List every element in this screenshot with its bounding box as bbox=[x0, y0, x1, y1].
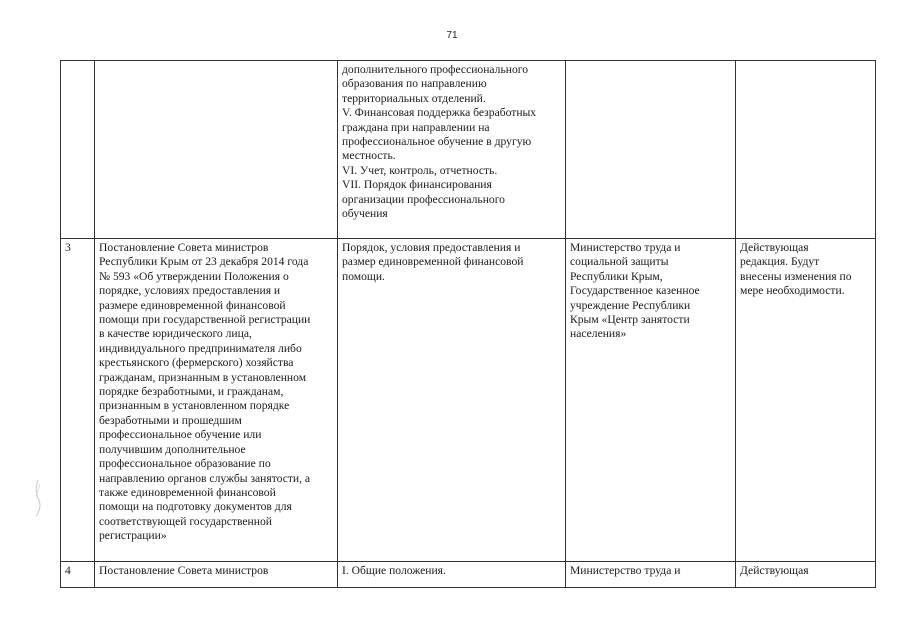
text-line: учреждение Республики bbox=[570, 298, 691, 312]
text-line: Постановление Совета министров bbox=[99, 564, 269, 577]
text-line: дополнительного профессионального bbox=[342, 63, 529, 76]
text-line: VII. Порядок финансирования bbox=[342, 178, 492, 192]
cell-document bbox=[95, 61, 338, 239]
cell-executor bbox=[566, 562, 736, 588]
text-line: Министерство труда и bbox=[570, 564, 681, 577]
text-line: Государственное казенное bbox=[570, 284, 700, 298]
text-line: Крым «Центр занятости bbox=[570, 313, 690, 327]
text-line: № 593 «Об утверждении Положения о bbox=[99, 269, 289, 283]
text-line: регистрации» bbox=[99, 529, 167, 543]
cell-content bbox=[338, 239, 566, 562]
cell-document bbox=[95, 562, 338, 588]
text-line: профессиональное обучение или bbox=[99, 428, 262, 442]
text-line: редакция. Будут bbox=[740, 255, 820, 269]
table-row bbox=[61, 562, 876, 588]
text-line: V. Финансовая поддержка безработных bbox=[342, 106, 537, 120]
text-line: VI. Учет, контроль, отчетность. bbox=[342, 163, 498, 177]
cell-status bbox=[736, 562, 876, 588]
table-row bbox=[61, 239, 876, 562]
row-number: 3 bbox=[61, 239, 95, 562]
cell-content bbox=[338, 562, 566, 588]
text-line: Министерство труда и bbox=[570, 241, 681, 254]
text-line: Постановление Совета министров bbox=[99, 241, 269, 254]
text-line: Республики Крым от 23 декабря 2014 года bbox=[99, 255, 309, 269]
text-line: соответствующей государственной bbox=[99, 514, 272, 528]
page-number: 71 bbox=[446, 30, 458, 41]
text-line: профессиональное образование по bbox=[99, 457, 271, 471]
pen-mark bbox=[30, 478, 46, 518]
text-line: помощи. bbox=[342, 269, 385, 283]
text-line: также единовременной финансовой bbox=[99, 485, 276, 499]
text-line: порядке безработными, и гражданам, bbox=[99, 385, 284, 399]
text-line: Действующая bbox=[740, 241, 809, 254]
cell-status bbox=[736, 61, 876, 239]
text-line: направлению органов службы занятости, а bbox=[99, 471, 311, 485]
text-line: местность. bbox=[342, 149, 396, 163]
text-line: размере единовременной финансовой bbox=[99, 298, 286, 312]
text-line: граждана при направлении на bbox=[342, 120, 490, 134]
text-line: безработными и прошедшим bbox=[99, 413, 242, 427]
text-line: Порядок, условия предоставления и bbox=[342, 241, 521, 254]
table-row bbox=[61, 61, 876, 239]
cell-executor bbox=[566, 239, 736, 562]
cell-executor bbox=[566, 61, 736, 239]
text-line: внесены изменения по bbox=[740, 269, 852, 283]
text-line: территориальных отделений. bbox=[342, 91, 486, 105]
text-line: профессиональное обучение в другую bbox=[342, 135, 532, 149]
text-line: крестьянского (фермерского) хозяйства bbox=[99, 356, 294, 370]
text-line: Республики Крым, bbox=[570, 269, 663, 283]
text-line: индивидуального предпринимателя либо bbox=[99, 341, 302, 355]
text-line: мере необходимости. bbox=[740, 284, 845, 298]
text-line: образования по направлению bbox=[342, 77, 487, 91]
text-line: I. Общие положения. bbox=[342, 564, 446, 577]
cell-status bbox=[736, 239, 876, 562]
document-table bbox=[60, 60, 876, 588]
text-line: в качестве юридического лица, bbox=[99, 327, 252, 341]
text-line: порядке, условиях предоставления и bbox=[99, 284, 281, 298]
cell-content bbox=[338, 61, 566, 239]
text-line: гражданам, признанным в установленном bbox=[99, 370, 307, 384]
text-line: обучения bbox=[342, 207, 388, 221]
text-line: размер единовременной финансовой bbox=[342, 255, 524, 269]
text-line: получившим дополнительное bbox=[99, 442, 246, 456]
text-line: признанным в установленном порядке bbox=[99, 399, 290, 413]
text-line: организации профессионального bbox=[342, 192, 505, 206]
row-number: 4 bbox=[61, 562, 95, 588]
row-number bbox=[61, 61, 95, 239]
text-line: Действующая bbox=[740, 564, 809, 577]
text-line: помощи при государственной регистрации bbox=[99, 313, 311, 327]
cell-document bbox=[95, 239, 338, 562]
text-line: помощи на подготовку документов для bbox=[99, 500, 292, 514]
text-line: социальной защиты bbox=[570, 255, 669, 269]
text-line: населения» bbox=[570, 327, 627, 341]
